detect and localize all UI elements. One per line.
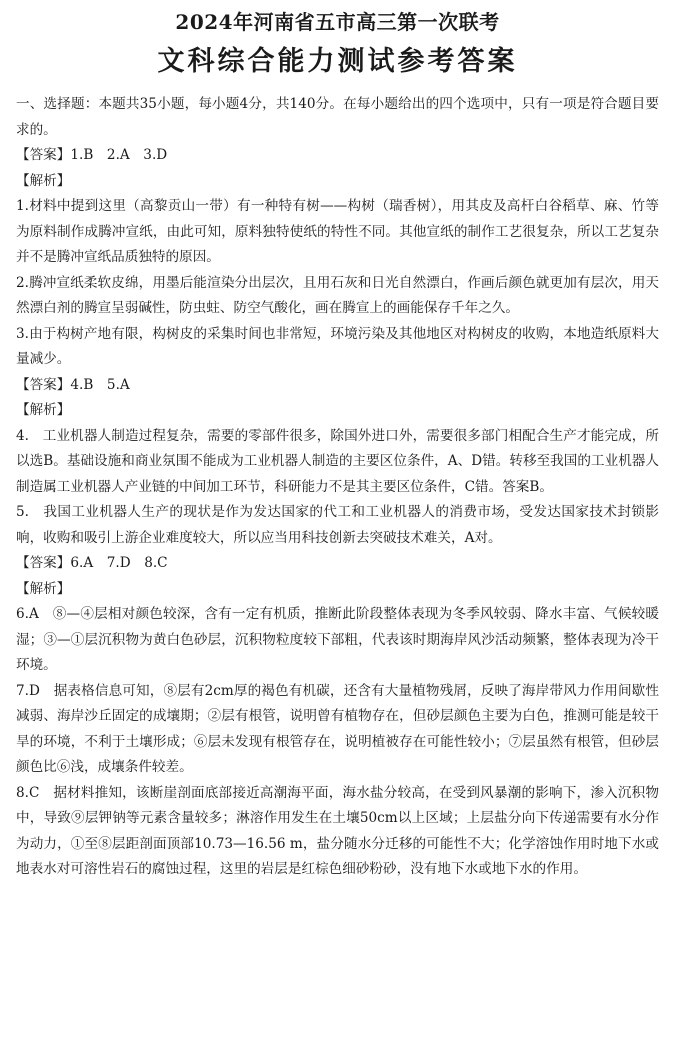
section-intro: 一、选择题：本题共35小题，每小题4分，共140分。在每小题给出的四个选项中，只有一项是符合题目要求的。 — [16, 96, 659, 138]
explanation-q1: 1.材料中提到这里（高黎贡山一带）有一种特有树——构树（瑞香树），用其皮及高杆白谷稻草、麻、竹等为原料制作成腾冲宣纸，由此可知，原料独特使纸的特性不同。其他宣纸的制作工艺很复杂，所以工艺复杂并不是腾冲宣纸品质独特的原因。 — [16, 198, 659, 265]
explanation-q8: 8.C 据材料推知，该断崖剖面底部接近高潮海平面，海水盐分较高，在受到风暴潮的影响下，渗入沉积物中，导致⑨层钾钠等元素含量较多；淋溶作用发生在土壤50cm以上区域；上层盐分向下传递需要有水分作为动力，①至⑧层距剖面顶部10.73—16.56 m，盐分随水分迁移的可能性不大；化学溶蚀作用时地下水或地表水对可溶性岩石的腐蚀过程，这里的岩层是红棕色细砂粉砂，没有地下水或地下水的作用。 — [16, 784, 659, 877]
explanation-q6: 6.A ⑧—④层相对颜色较深，含有一定有机质，推断此阶段整体表现为冬季风较弱、降水丰富、气候较暖湿；③—①层沉积物为黄白色砂层，沉积物粒度较下部粗，代表该时期海岸风沙活动频繁，整体表现为冷干环境。 — [16, 606, 659, 673]
explanation-q4: 4. 工业机器人制造过程复杂，需要的零部件很多，除国外进口外，需要很多部门相配合生产才能完成，所以选B。基础设施和商业氛围不能成为工业机器人制造的主要区位条件，A、D错。转移至我国的工业机器人制造属工业机器人产业链的中间加工环节，科研能力不是其主要区位条件，C错。答案B。 — [16, 427, 659, 495]
analysis-label-3: 【解析】 — [16, 580, 71, 597]
answer-line-1: 【答案】1.B 2.A 3.D — [16, 147, 168, 163]
explanation-q3: 3.由于构树产地有限，构树皮的采集时间也非常短，环境污染及其他地区对构树皮的收购，本地造纸原料大量减少。 — [16, 325, 659, 367]
answer-line-3: 【答案】6.A 7.D 8.C — [16, 555, 168, 571]
analysis-label-2: 【解析】 — [16, 402, 71, 418]
document-title: 文科综合能力测试参考答案 — [157, 46, 518, 77]
answer-line-2: 【答案】4.B 5.A — [16, 376, 130, 393]
explanation-q5: 5. 我国工业机器人生产的现状是作为发达国家的代工和工业机器人的消费市场，受发达国家技术封锁影响，收购和吸引上游企业难度较大，所以应当用科技创新去突破技术难关，A对。 — [16, 504, 659, 546]
explanation-q7: 7.D 据表格信息可知，⑧层有2cm厚的褐色有机碳，还含有大量植物残屑，反映了海岸带风力作用间歇性减弱、海岸沙丘固定的成壤期；②层有根管，说明曾有植物存在，但砂层颜色主要为白色，推测可能是较干旱的环境，不利于土壤形成；⑥层未发现有根管存在，说明植被存在可能性较小；⑦层虽然有根管，但砂层颜色比⑥浅，成壤条件较差。 — [16, 682, 659, 775]
explanation-q2: 2.腾冲宣纸柔软皮绵，用墨后能渲染分出层次，且用石灰和日光自然漂白，作画后颜色就更加有层次，用天然漂白剂的腾宣呈弱碱性，防虫蛀、防空气酸化，画在腾宣上的画能保存千年之久。 — [16, 274, 659, 316]
exam-title: 2024年河南省五市高三第一次联考 — [175, 10, 500, 34]
analysis-label-1: 【解析】 — [16, 172, 71, 189]
